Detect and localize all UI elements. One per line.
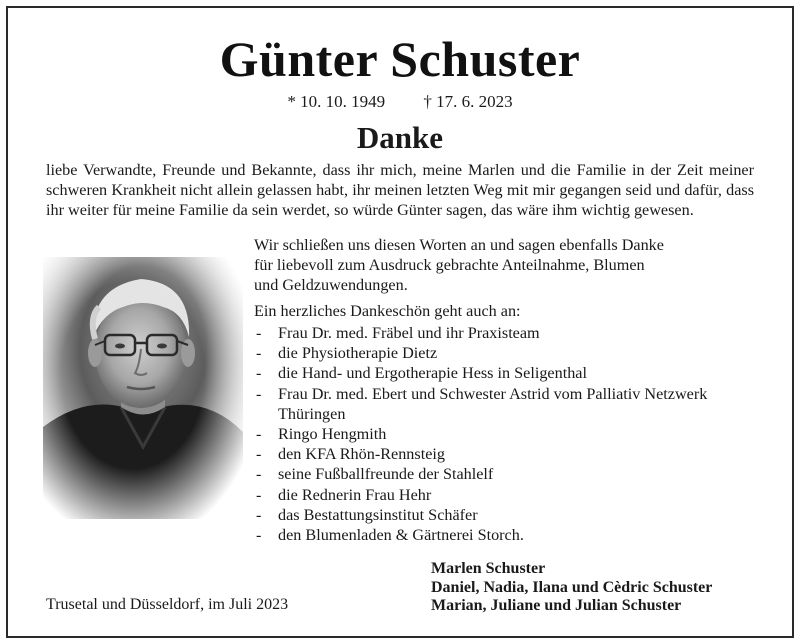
list-item-text: den KFA Rhön-Rennsteig [278, 445, 445, 464]
dash-bullet: - [256, 425, 262, 444]
dash-bullet: - [256, 485, 262, 504]
list-item-text: die Rednerin Frau Hehr [278, 485, 432, 504]
intro-paragraph: liebe Verwandte, Freunde und Bekannte, dass ihr mich, meine Marlen und die Familie in der Zeit meiner schweren Krankheit nicht allein gelassen habt, ihr meinen letzten Weg mit mir gegangen seid und dafür, dass ihr weiter für meine Familie da sein werdet, so würde Günter sagen, das wäre ihm wichtig gewesen. [46, 161, 754, 219]
signature-line: Marian, Juliane und Julian Schuster [431, 597, 682, 614]
list-item [254, 323, 754, 343]
list-item [254, 464, 754, 484]
list-item [254, 363, 754, 383]
list-item-text: die Hand- und Ergotherapie Hess in Seligenthal [278, 364, 587, 383]
list-item-text: Ringo Hengmith [278, 425, 387, 444]
thanks-heading: Danke [356, 120, 444, 155]
list-item-text: das Bestattungsinstitut Schäfer [278, 505, 478, 524]
thanks-paragraph [254, 235, 754, 295]
acknowledgement-heading: Ein herzliches Dankeschön geht auch an: [254, 302, 521, 320]
list-item [254, 343, 754, 363]
thanks-block [254, 235, 754, 545]
list-item [254, 485, 754, 505]
death-date: † 17. 6. 2023 [423, 92, 513, 111]
dash-bullet: - [256, 445, 262, 464]
dash-bullet: - [256, 384, 262, 403]
list-item [254, 444, 754, 464]
signature-line: Daniel, Nadia, Ilana und Cèdric Schuster [431, 578, 713, 596]
list-item-text: seine Fußballfreunde der Stahlelf [278, 465, 494, 484]
list-item-text: Frau Dr. med. Fräbel und ihr Praxisteam [278, 324, 540, 342]
dash-bullet: - [256, 324, 262, 342]
dash-bullet: - [256, 526, 262, 545]
dash-bullet: - [256, 344, 262, 363]
list-item [254, 424, 754, 444]
list-item [254, 384, 718, 424]
acknowledgement-list [254, 323, 754, 545]
thanks-line: und Geldzuwendungen. [254, 276, 408, 294]
life-dates [0, 92, 800, 112]
list-item-text: die Physiotherapie Dietz [278, 344, 438, 363]
portrait-photo [43, 257, 243, 519]
deceased-name: Günter Schuster [219, 31, 581, 87]
list-item-text: Frau Dr. med. Ebert und Schwester Astrid vom Palliativ Netzwerk Thüringen [278, 384, 708, 423]
thanks-line: Wir schließen uns diesen Worten an und sagen ebenfalls Danke [254, 236, 664, 254]
dash-bullet: - [256, 465, 262, 484]
birth-date: * 10. 10. 1949 [287, 92, 386, 111]
signature-line: Marlen Schuster [431, 560, 546, 577]
signatures [431, 560, 771, 616]
dash-bullet: - [256, 505, 262, 524]
list-item [254, 525, 754, 545]
list-item [254, 505, 754, 525]
dash-bullet: - [256, 364, 262, 383]
list-item-text: den Blumenladen & Gärtnerei Storch. [278, 526, 524, 545]
thanks-line: für liebevoll zum Ausdruck gebrachte Anteilnahme, Blumen [254, 256, 645, 274]
place-date: Trusetal und Düsseldorf, im Juli 2023 [46, 596, 289, 613]
